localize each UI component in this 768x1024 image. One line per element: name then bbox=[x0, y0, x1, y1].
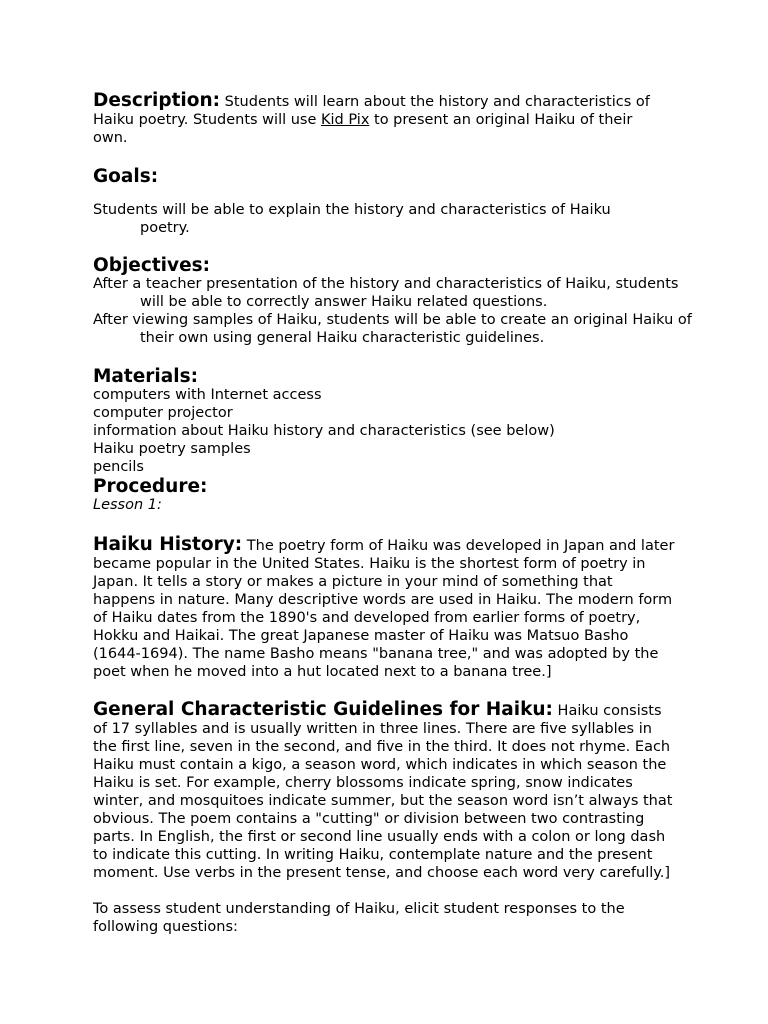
kid-pix-link[interactable]: Kid Pix bbox=[321, 112, 370, 128]
guidelines-text: Haiku consists of 17 syllables and is usually written in three lines. There are five syllables in the first line, seven in the second, and five in the third. It does not rhyme. Each Haiku must contain a kigo, a season word, which indicates in which season the Haiku is set. For example, cherry blossoms indicate spring, snow indicates winter, and mosquitoes indicate summer, but the season word isn’t always that obvious. The poem contains a "cutting" or division between two contrasting parts. In English, the first or second line usually ends with a colon or long dash to indicate this cutting. In writing Haiku, contemplate nature and the present moment. Use verbs in the present tense, and choose each word very carefully.] bbox=[93, 703, 673, 881]
description-text-a: Students will learn about the history and characteristics of Haiku poetry. Students will use bbox=[93, 94, 650, 128]
goal-item: Students will be able to explain the history and characteristics of Haiku poetry. bbox=[93, 202, 611, 236]
objective-item-1: After a teacher presentation of the history and characteristics of Haiku, students will be able to correctly answer Haiku related questions. bbox=[93, 276, 679, 310]
description-heading: Description: bbox=[93, 90, 221, 111]
document-page bbox=[93, 90, 692, 936]
description-paragraph bbox=[93, 92, 671, 147]
objectives-heading: Objectives: bbox=[93, 255, 211, 276]
objective-item-2: After viewing samples of Haiku, students will be able to create an original Haiku of their own using general Haiku characteristic guidelines. bbox=[93, 312, 692, 346]
materials-item: computer projector bbox=[93, 405, 233, 421]
materials-item: computers with Internet access bbox=[93, 387, 322, 403]
goals-heading: Goals: bbox=[93, 166, 159, 187]
materials-item: pencils bbox=[93, 459, 144, 475]
materials-item: information about Haiku history and characteristics (see below) bbox=[93, 423, 555, 439]
description-text-b: to present an original Haiku of their own. bbox=[93, 112, 633, 146]
guidelines-heading: General Characteristic Guidelines for Haiku: bbox=[93, 699, 553, 720]
guidelines-paragraph bbox=[93, 701, 677, 882]
history-paragraph bbox=[93, 536, 677, 681]
materials-heading: Materials: bbox=[93, 366, 198, 387]
history-text: The poetry form of Haiku was developed in Japan and later became popular in the United States. Haiku is the shortest form of poetry in Japan. It tells a story or makes a picture in your mind of something that happens in nature. Many descriptive words are used in Haiku. The modern form of Haiku dates from the 1890's and developed from earlier forms of poetry, Hokku and Haikai. The great Japanese master of Haiku was Matsuo Basho (1644-1694). The name Basho means "banana tree," and was adopted by the poet when he moved into a hut located next to a banana tree.] bbox=[93, 538, 675, 680]
assess-paragraph: To assess student understanding of Haiku, elicit student responses to the following questions: bbox=[93, 901, 625, 935]
lesson-label: Lesson 1: bbox=[93, 497, 162, 513]
materials-item: Haiku poetry samples bbox=[93, 441, 251, 457]
history-heading: Haiku History: bbox=[93, 534, 243, 555]
procedure-heading: Procedure: bbox=[93, 476, 208, 497]
